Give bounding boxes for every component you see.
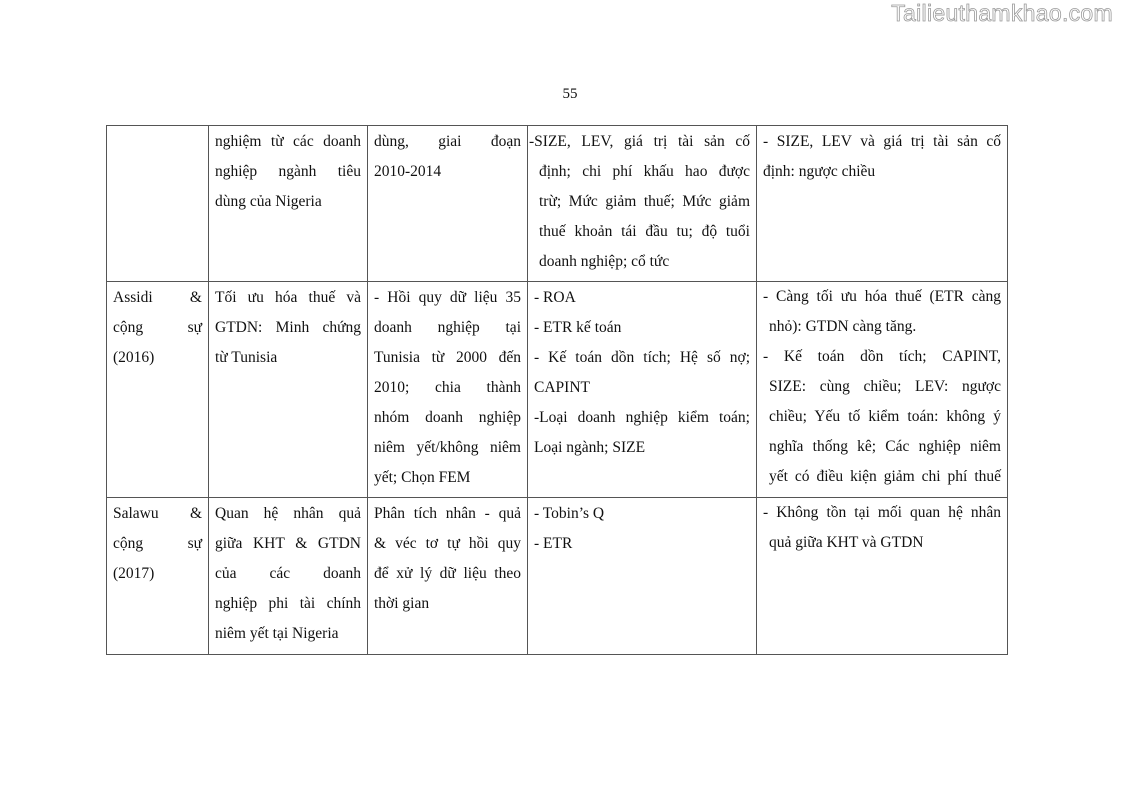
- cell-author: [107, 126, 209, 282]
- text-line: - ETR kế toán: [534, 319, 622, 336]
- cell-method: [368, 282, 528, 498]
- text-line: giữa KHT & GTDN: [215, 535, 361, 552]
- text-line: yết có điều kiện giảm chi phí thuế: [769, 468, 1001, 485]
- text-line: dùng, giai đoạn: [374, 133, 521, 150]
- text-line: - SIZE, LEV và giá trị tài sản cố: [763, 133, 1001, 150]
- text-line: Quan hệ nhân quả: [215, 505, 361, 522]
- text-line: Salawu &: [113, 505, 202, 522]
- text-line: dùng của Nigeria: [215, 193, 322, 210]
- text-line: (2017): [113, 565, 155, 582]
- cell-method: [368, 126, 528, 282]
- text-line: 2010-2014: [374, 163, 442, 180]
- text-line: CAPINT: [534, 379, 590, 396]
- cell-topic: [209, 126, 368, 282]
- text-line: nhóm doanh nghiệp: [374, 409, 521, 426]
- text-line: cộng sự: [113, 535, 202, 552]
- table-row: [107, 282, 1008, 498]
- cell-results: [757, 498, 1008, 655]
- text-line: quả giữa KHT và GTDN: [769, 534, 924, 551]
- cell-method: [368, 498, 528, 655]
- text-line: - Không tồn tại mối quan hệ nhân: [763, 504, 1001, 521]
- text-line: - Càng tối ưu hóa thuế (ETR càng: [763, 288, 1001, 305]
- text-line: -Loại doanh nghiệp kiểm toán;: [534, 409, 750, 426]
- text-line: Loại ngành; SIZE: [534, 439, 646, 456]
- text-line: niêm yết/không niêm: [374, 439, 521, 456]
- cell-variables: [528, 282, 757, 498]
- text-line: doanh nghiệp; cổ tức: [539, 253, 670, 270]
- text-line: của các doanh: [215, 565, 361, 582]
- cell-variables: [528, 126, 757, 282]
- text-line: - ROA: [534, 289, 576, 306]
- text-line: thuế khoản tái đầu tu; độ tuổi: [539, 223, 750, 240]
- text-line: Tunisia từ 2000 đến: [374, 349, 521, 366]
- text-line: nghiệp ngành tiêu: [215, 163, 361, 180]
- text-line: chiều; Yếu tố kiểm toán: không ý: [769, 408, 1001, 425]
- text-line: thời gian: [374, 595, 430, 612]
- text-line: nhỏ): GTDN càng tăng.: [769, 318, 917, 335]
- text-line: Phân tích nhân - quả: [374, 505, 521, 522]
- text-line: (2016): [113, 349, 155, 366]
- text-line: - ETR: [534, 535, 573, 552]
- literature-table: [106, 125, 1008, 655]
- text-line: & véc tơ tự hồi quy: [374, 535, 521, 552]
- watermark: Tailieuthamkhao.com: [891, 0, 1113, 26]
- text-line: nghiệm từ các doanh: [215, 133, 361, 150]
- text-line: - Kế toán dồn tích; Hệ số nợ;: [534, 349, 750, 366]
- cell-author: [107, 498, 209, 655]
- text-line: để xử lý dữ liệu theo: [374, 565, 521, 582]
- text-line: Assidi &: [113, 289, 202, 306]
- text-line: Tối ưu hóa thuế và: [215, 289, 361, 306]
- text-line: nghiệp phi tài chính: [215, 595, 361, 612]
- cell-variables: [528, 498, 757, 655]
- text-line: -SIZE, LEV, giá trị tài sản cố: [529, 133, 750, 150]
- text-line: SIZE: cùng chiều; LEV: ngược: [769, 378, 1001, 395]
- cell-topic: [209, 282, 368, 498]
- table-row: [107, 498, 1008, 655]
- text-line: niêm yết tại Nigeria: [215, 625, 339, 642]
- cell-results: [757, 282, 1008, 498]
- text-line: nghĩa thống kê; Các nghiệp niêm: [769, 438, 1001, 455]
- cell-author: [107, 282, 209, 498]
- text-line: định; chi phí khấu hao được: [539, 163, 750, 180]
- text-line: - Kế toán dồn tích; CAPINT,: [763, 348, 1001, 365]
- table-row: [107, 126, 1008, 282]
- page-number: 55: [562, 86, 578, 102]
- cell-topic: [209, 498, 368, 655]
- text-line: cộng sự: [113, 319, 202, 336]
- text-line: trừ; Mức giảm thuế; Mức giảm: [539, 193, 750, 210]
- text-line: từ Tunisia: [215, 349, 278, 366]
- cell-results: [757, 126, 1008, 282]
- text-line: GTDN: Minh chứng: [215, 319, 361, 336]
- text-line: định: ngược chiều: [763, 163, 876, 180]
- text-line: - Hồi quy dữ liệu 35: [374, 289, 521, 306]
- text-line: - Tobin’s Q: [534, 505, 605, 522]
- text-line: doanh nghiệp tại: [374, 319, 521, 336]
- text-line: 2010; chia thành: [374, 379, 521, 396]
- text-line: yết; Chọn FEM: [374, 469, 471, 486]
